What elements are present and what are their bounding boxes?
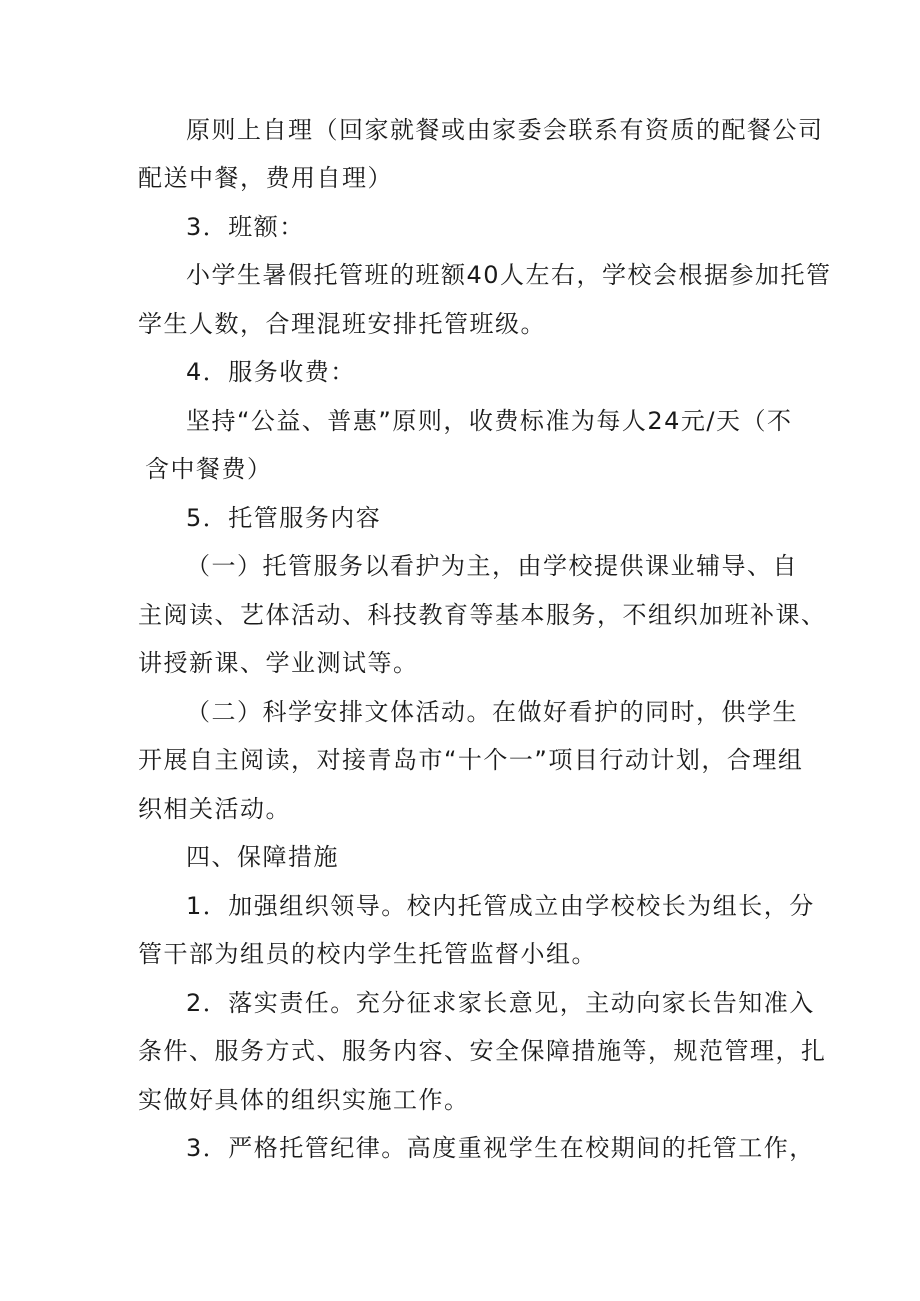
section-heading: 5．托管服务内容 — [186, 504, 382, 532]
text-line: 坚持“公益、普惠”原则，收费标准为每人24元/天（不 — [186, 407, 793, 435]
text-line: （一）托管服务以看护为主，由学校提供课业辅导、自 — [186, 552, 798, 580]
text-line: 原则上自理（回家就餐或由家委会联系有资质的配餐公司 — [186, 116, 824, 144]
text-line: 学生人数，合理混班安排托管班级。 — [138, 310, 546, 338]
text-line: 管干部为组员的校内学生托管监督小组。 — [138, 940, 597, 968]
section-heading: 四、保障措施 — [186, 843, 339, 871]
text-line: 讲授新课、学业测试等。 — [138, 649, 419, 677]
text-line: 主阅读、艺体活动、科技教育等基本服务，不组织加班补课、 — [138, 601, 827, 629]
text-line: 2．落实责任。充分征求家长意见，主动向家长告知准入 — [186, 989, 815, 1017]
text-line: 小学生暑假托管班的班额40人左右，学校会根据参加托管 — [186, 261, 832, 289]
text-line: 织相关活动。 — [138, 795, 291, 823]
section-heading: 3．班额： — [186, 213, 305, 241]
text-line: 1．加强组织领导。校内托管成立由学校校长为组长，分 — [186, 892, 815, 920]
text-line: 配送中餐，费用自理） — [138, 164, 393, 192]
section-heading: 4．服务收费： — [186, 358, 356, 386]
text-line: 3．严格托管纪律。高度重视学生在校期间的托管工作， — [186, 1134, 815, 1162]
text-line: 条件、服务方式、服务内容、安全保障措施等，规范管理，扎 — [138, 1037, 827, 1065]
text-line: 含中餐费） — [145, 455, 273, 483]
text-line: 开展自主阅读，对接青岛市“十个一”项目行动计划，合理组 — [138, 746, 804, 774]
text-line: 实做好具体的组织实施工作。 — [138, 1086, 470, 1114]
text-line: （二）科学安排文体活动。在做好看护的同时，供学生 — [186, 698, 798, 726]
